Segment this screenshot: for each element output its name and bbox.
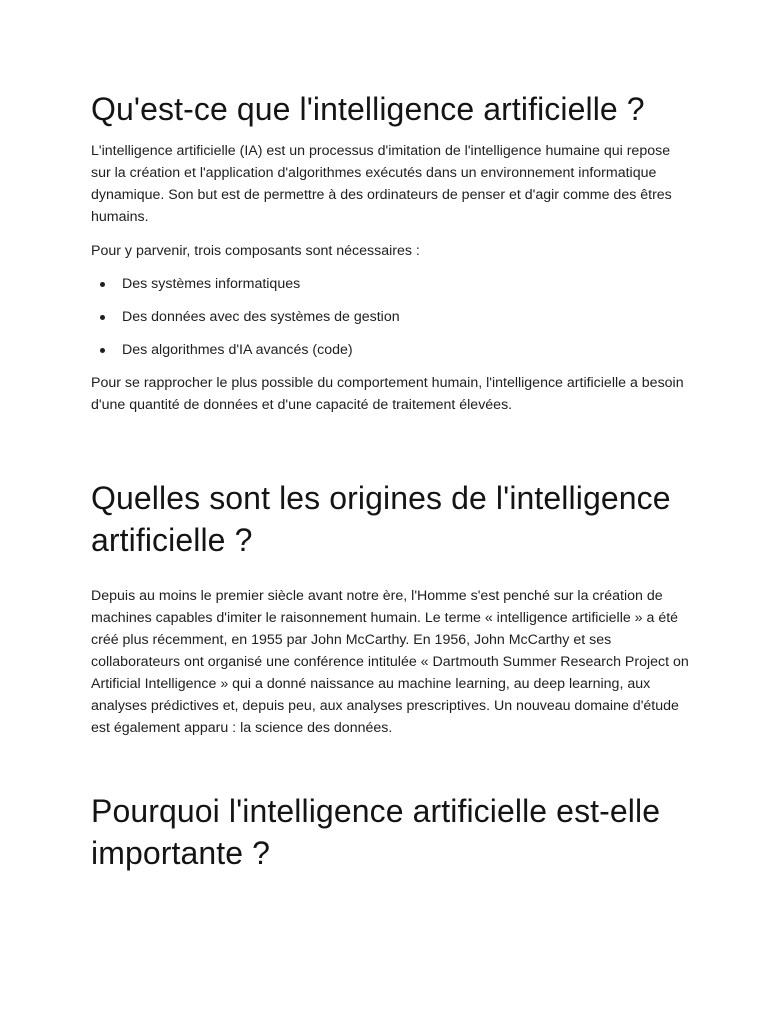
components-list	[91, 273, 691, 361]
paragraph-components-intro: Pour y parvenir, trois composants sont nécessaires :	[91, 243, 420, 259]
paragraph-ai-definition: L'intelligence artificielle (IA) est un processus d'imitation de l'intelligence humaine qui repose sur la création et l'application d'algorithmes exécutés dans un environnement informatique dynamique. Son but est de permettre à des ordinateurs de penser et d'agir comme des êtres humains.	[91, 143, 672, 225]
list-item-text: Des algorithmes d'IA avancés (code)	[122, 342, 353, 358]
section-heading-origins: Quelles sont les origines de l'intelligence artificielle ?	[91, 480, 671, 558]
list-item-text: Des systèmes informatiques	[122, 276, 301, 292]
bullet-icon	[100, 348, 105, 353]
document-page	[91, 88, 691, 874]
list-item-text: Des données avec des systèmes de gestion	[122, 309, 400, 325]
section-heading-what-is-ai: Qu'est-ce que l'intelligence artificielle ?	[91, 91, 645, 127]
paragraph-origins: Depuis au moins le premier siècle avant notre ère, l'Homme s'est penché sur la création de machines capables d'imiter le raisonnement humain. Le terme « intelligence artificielle » a été créé plus récemment, en 1955 par John McCarthy. En 1956, John McCarthy et ses collaborateurs ont organisé une conférence intitulée « Dartmouth Summer Research Project on Artificial Intelligence » qui a donné naissance au machine learning, au deep learning, aux analyses prédictives et, depuis peu, aux analyses prescriptives. Un nouveau domaine d'étude est également apparu : la science des données.	[91, 588, 689, 736]
list-item	[91, 273, 691, 295]
bullet-icon	[100, 282, 105, 287]
paragraph-requirements: Pour se rapprocher le plus possible du comportement humain, l'intelligence artificielle a besoin d'une quantité de données et d'une capacité de traitement élevées.	[91, 375, 684, 413]
list-item	[91, 306, 691, 328]
section-heading-importance: Pourquoi l'intelligence artificielle est-elle importante ?	[91, 793, 661, 871]
bullet-icon	[100, 315, 105, 320]
list-item	[91, 339, 691, 361]
